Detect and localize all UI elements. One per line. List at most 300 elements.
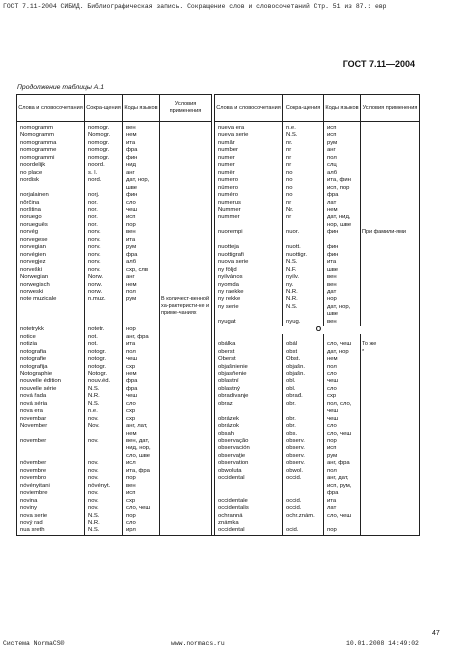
word-cell-right: nuotteja: [215, 244, 283, 251]
usage-condition-cell-right: [361, 289, 420, 296]
table-row: [17, 155, 420, 162]
language-code-cell: нем: [123, 371, 160, 378]
language-code-cell: шве: [123, 185, 160, 192]
word-cell-right: numer: [215, 162, 283, 169]
abbreviation-cell: N.R.: [85, 520, 123, 527]
word-cell-right: number: [215, 147, 283, 154]
language-code-cell-right: пол: [324, 155, 361, 162]
abbreviation-cell: nov.: [85, 505, 123, 512]
language-code-cell: фин: [123, 155, 160, 162]
table-row: [17, 378, 420, 385]
table-row: [17, 356, 420, 363]
word-cell-right: ny följd: [215, 267, 283, 274]
usage-condition-cell: [160, 132, 212, 139]
abbreviation-cell-right: Nr.: [283, 207, 324, 214]
abbreviation-cell: n.muz.: [85, 296, 123, 303]
word-cell-right: [215, 408, 283, 415]
word-cell: [17, 304, 85, 311]
usage-condition-cell-right: [361, 453, 420, 460]
word-cell: nová séria: [17, 401, 85, 408]
usage-condition-cell-right: [361, 140, 420, 147]
word-cell-right: nuova serie: [215, 259, 283, 266]
language-code-cell-right: [324, 520, 361, 527]
usage-condition-cell: [160, 349, 212, 356]
language-code-cell: ита: [123, 140, 160, 147]
abbreviation-cell-right: obr.: [283, 423, 324, 430]
language-code-cell-right: фин: [324, 244, 361, 251]
abbreviation-cell-right: nr: [283, 155, 324, 162]
usage-condition-cell: [160, 527, 212, 535]
usage-condition-cell-right: [361, 170, 420, 177]
language-code-cell: анг: [123, 274, 160, 281]
abbreviation-cell-right: nuott.: [283, 244, 324, 251]
language-code-cell: исл: [123, 460, 160, 467]
table-row: [17, 311, 420, 318]
language-code-cell-right: анг, фра: [324, 460, 361, 467]
usage-condition-cell: [160, 371, 212, 378]
word-cell: noviembre: [17, 490, 85, 497]
table-row: [17, 170, 420, 177]
usage-condition-cell: [160, 192, 212, 199]
word-cell: [17, 185, 85, 192]
abbreviation-cell: Norw.: [85, 274, 123, 281]
header-words-right: Слова и словосочетания: [215, 95, 283, 122]
word-cell-right: obrázek: [215, 416, 283, 423]
table-row: [17, 296, 420, 303]
usage-condition-cell: [160, 170, 212, 177]
abbreviation-cell-right: Obst.: [283, 356, 324, 363]
word-cell-right: nyugat: [215, 319, 283, 326]
language-code-cell-right: фра: [324, 490, 361, 497]
table-row: [17, 334, 420, 341]
language-code-cell: ита, фра: [123, 468, 160, 475]
abbreviation-cell: Notogr.: [85, 371, 123, 378]
abbreviation-cell-right: nr.: [283, 140, 324, 147]
usage-condition-cell-right: [361, 200, 420, 207]
table-row: [17, 304, 420, 311]
word-cell: noviny: [17, 505, 85, 512]
usage-condition-cell: [160, 185, 212, 192]
language-code-cell-right: алб: [324, 170, 361, 177]
abbreviation-cell: N.S.: [85, 386, 123, 393]
abbreviation-cell: norv.: [85, 229, 123, 236]
abbreviation-cell: notogr.: [85, 364, 123, 371]
usage-condition-cell-right: [361, 378, 420, 385]
usage-condition-cell-right: [361, 386, 420, 393]
usage-condition-cell: [160, 177, 212, 184]
word-cell-right: obwoluta: [215, 468, 283, 475]
word-cell-right: Nummer: [215, 207, 283, 214]
usage-condition-cell: [160, 244, 212, 251]
word-cell: [17, 319, 85, 326]
language-code-cell-right: лат: [324, 200, 361, 207]
word-cell-right: ochranná: [215, 513, 283, 520]
usage-condition-cell-right: [361, 468, 420, 475]
language-code-cell-right: исп, рум,: [324, 483, 361, 490]
language-code-cell-right: схр: [324, 393, 361, 400]
table-row: [17, 460, 420, 467]
usage-condition-cell: [160, 460, 212, 467]
abbreviation-cell: [85, 431, 123, 438]
abbreviation-cell-right: no: [283, 170, 324, 177]
language-code-cell: ита: [123, 237, 160, 244]
abbreviation-cell: nov.: [85, 438, 123, 445]
table-row: [17, 393, 420, 400]
abbreviation-cell: [85, 453, 123, 460]
abbreviation-cell: norw.: [85, 289, 123, 296]
language-code-cell: пол: [123, 349, 160, 356]
abbreviation-cell-right: obr.: [283, 416, 324, 423]
word-cell-right: ny serie: [215, 304, 283, 311]
usage-condition-cell-right: [361, 214, 420, 221]
abbreviation-cell: norv.: [85, 252, 123, 259]
abbreviation-cell-right: occid.: [283, 505, 324, 512]
usage-condition-cell-right: [361, 177, 420, 184]
abbreviation-cell-right: obwol.: [283, 468, 324, 475]
word-cell: nová řada: [17, 393, 85, 400]
language-code-cell-right: чеш: [324, 408, 361, 415]
usage-condition-cell-right: [361, 520, 420, 527]
abbreviation-cell: norw.: [85, 282, 123, 289]
language-code-cell: фра: [123, 378, 160, 385]
table-row: [17, 416, 420, 423]
usage-condition-cell: [160, 364, 212, 371]
word-cell-right: objasňenie: [215, 371, 283, 378]
table-row: [17, 237, 420, 244]
abbreviation-cell-right: [283, 237, 324, 244]
table-row: [17, 386, 420, 393]
usage-condition-cell-right: [361, 334, 420, 341]
usage-condition-cell-right: [361, 460, 420, 467]
table-row: [17, 371, 420, 378]
abbreviation-cell: not.: [85, 334, 123, 341]
word-cell-right: oblastný: [215, 386, 283, 393]
usage-condition-cell: [160, 378, 212, 385]
usage-condition-cell-right: [361, 438, 420, 445]
word-cell: norvegese: [17, 237, 85, 244]
table-row: [17, 475, 420, 482]
abbreviation-cell-right: N.F.: [283, 267, 324, 274]
language-code-cell: фра: [123, 147, 160, 154]
usage-condition-cell: [160, 289, 212, 296]
usage-condition-cell: [160, 386, 212, 393]
abbreviation-cell-right: no: [283, 177, 324, 184]
language-code-cell-right: шве: [324, 267, 361, 274]
usage-condition-cell: [160, 408, 212, 415]
abbreviation-cell-right: [283, 520, 324, 527]
abbreviation-cell-right: N.S.: [283, 132, 324, 139]
table-continuation-caption: Продолжение таблицы А.1: [17, 84, 104, 91]
usage-condition-cell-right: [361, 122, 420, 133]
language-code-cell: чеш: [123, 393, 160, 400]
word-cell: nova serie: [17, 513, 85, 520]
abbreviation-cell: norv.: [85, 267, 123, 274]
usage-condition-cell: [160, 356, 212, 363]
usage-condition-cell-right: [361, 244, 420, 251]
word-cell-right: obálka: [215, 341, 283, 348]
language-code-cell-right: чеш: [324, 378, 361, 385]
usage-condition-cell: [160, 401, 212, 408]
header-language-codes-right: Коды языков: [324, 95, 361, 122]
abbreviation-cell-right: [283, 311, 324, 318]
section-letter: O: [215, 326, 420, 333]
abbreviation-cell-right: [283, 334, 324, 341]
language-code-cell: ита: [123, 341, 160, 348]
word-cell: norština: [17, 207, 85, 214]
language-code-cell-right: пор: [324, 438, 361, 445]
language-code-cell-right: нем: [324, 207, 361, 214]
usage-condition-cell-right: [361, 371, 420, 378]
word-cell-right: número: [215, 185, 283, 192]
usage-condition-cell: [160, 267, 212, 274]
abbreviation-cell: notetr.: [85, 326, 123, 333]
abbreviation-cell-right: ocid.: [283, 527, 324, 535]
usage-condition-cell-right: [361, 498, 420, 505]
usage-note-cell: В количест-венной ха-рактеристи-ке и приме-чаниях: [160, 296, 212, 326]
language-code-cell: исп: [123, 214, 160, 221]
abbreviation-cell: nouv.éd.: [85, 378, 123, 385]
table-row: [17, 423, 420, 430]
word-cell: notografia: [17, 349, 85, 356]
word-cell: nua sreth: [17, 527, 85, 535]
abbreviation-cell-right: nuottigr.: [283, 252, 324, 259]
abbreviation-cell: notogr.: [85, 349, 123, 356]
table-row: [17, 364, 420, 371]
table-row: [17, 401, 420, 408]
table-row: [17, 445, 420, 452]
word-cell: novembre: [17, 468, 85, 475]
usage-condition-cell-right: [361, 431, 420, 438]
language-code-cell-right: вен: [324, 274, 361, 281]
abbreviation-cell: s. l.: [85, 170, 123, 177]
language-code-cell: дат, нор,: [123, 177, 160, 184]
abbreviation-cell: nov.: [85, 475, 123, 482]
footer-website: www.normacs.ru: [171, 640, 225, 647]
word-cell: novembro: [17, 475, 85, 482]
abbreviation-cell-right: nr: [283, 214, 324, 221]
language-code-cell: нид: [123, 162, 160, 169]
word-cell: [17, 311, 85, 318]
abbreviation-cell: [85, 185, 123, 192]
word-cell-right: obrázok: [215, 423, 283, 430]
abbreviation-cell-right: obál: [283, 341, 324, 348]
word-cell-right: [215, 490, 283, 497]
abbreviation-cell: notogr.: [85, 356, 123, 363]
abbreviation-cell: norv.: [85, 259, 123, 266]
language-code-cell: схр: [123, 408, 160, 415]
word-cell-right: nyilvános: [215, 274, 283, 281]
usage-condition-cell: [160, 468, 212, 475]
usage-condition-cell: [160, 416, 212, 423]
usage-condition-cell-right: [361, 505, 420, 512]
table-row: [17, 289, 420, 296]
table-row: [17, 214, 420, 221]
language-code-cell: сло: [123, 520, 160, 527]
usage-condition-cell: [160, 453, 212, 460]
abbreviation-cell: nomogr.: [85, 155, 123, 162]
abbreviation-cell: nomogr.: [85, 147, 123, 154]
table-row: [17, 132, 420, 139]
word-cell-right: nummer: [215, 214, 283, 221]
word-cell-right: známka: [215, 520, 283, 527]
usage-condition-cell-right: [361, 222, 420, 229]
abbreviation-cell: nov.: [85, 468, 123, 475]
table-row: [17, 490, 420, 497]
abbreviation-cell-right: observ.: [283, 460, 324, 467]
abbreviation-cell-right: nr: [283, 162, 324, 169]
word-cell-right: oblastní: [215, 378, 283, 385]
usage-condition-cell: [160, 498, 212, 505]
table-row: [17, 259, 420, 266]
table-row: [17, 244, 420, 251]
language-code-cell: пор: [123, 475, 160, 482]
word-cell: noruego: [17, 214, 85, 221]
abbreviation-cell-right: obr.: [283, 401, 324, 408]
language-code-cell-right: дат, нид,: [324, 214, 361, 221]
abbreviation-cell-right: observ.: [283, 445, 324, 452]
usage-condition-cell-right: [361, 304, 420, 311]
language-code-cell: пол: [123, 289, 160, 296]
usage-condition-cell-right: [361, 393, 420, 400]
word-cell-right: obsah: [215, 431, 283, 438]
footer-timestamp: 10.01.2008 14:49:02: [346, 640, 419, 647]
abbreviation-cell: norv.: [85, 244, 123, 251]
abbreviation-cell: nov.: [85, 498, 123, 505]
abbreviations-table: [16, 94, 420, 536]
language-code-cell-right: анг, дат,: [324, 475, 361, 482]
language-code-cell-right: ита, фин: [324, 177, 361, 184]
header-language-codes: Коды языков: [123, 95, 160, 122]
usage-condition-cell-right: [361, 132, 420, 139]
abbreviation-cell-right: observ.: [283, 438, 324, 445]
word-cell: November: [17, 423, 85, 430]
language-code-cell-right: пол, сло,: [324, 401, 361, 408]
abbreviation-cell: norv.: [85, 237, 123, 244]
table-row: [17, 520, 420, 527]
usage-condition-cell: [160, 140, 212, 147]
usage-note-cell-right: При фамили-ями: [361, 229, 420, 244]
language-code-cell: пор: [123, 222, 160, 229]
usage-condition-cell: [160, 334, 212, 341]
usage-condition-cell: [160, 274, 212, 281]
word-cell-right: oberst: [215, 349, 283, 356]
abbreviation-cell-right: ny.: [283, 282, 324, 289]
table-row: [17, 140, 420, 147]
word-cell: nova era: [17, 408, 85, 415]
abbreviation-cell: n.e.: [85, 408, 123, 415]
word-cell-right: observaţie: [215, 453, 283, 460]
abbreviation-cell: Nomogr.: [85, 132, 123, 139]
usage-condition-cell: [160, 393, 212, 400]
language-code-cell-right: рум: [324, 140, 361, 147]
abbreviation-cell: [85, 319, 123, 326]
language-code-cell-right: фра: [324, 192, 361, 199]
word-cell-right: numër: [215, 170, 283, 177]
language-code-cell-right: рум: [324, 453, 361, 460]
table-row: [17, 267, 420, 274]
word-cell: nordisk: [17, 177, 85, 184]
language-code-cell: [123, 304, 160, 311]
abbreviation-cell: norj.: [85, 192, 123, 199]
abbreviation-cell-right: ochr.znám.: [283, 513, 324, 520]
language-code-cell-right: вен: [324, 319, 361, 326]
word-cell: notice: [17, 334, 85, 341]
word-cell-right: ny raekke: [215, 289, 283, 296]
usage-condition-cell: [160, 431, 212, 438]
word-cell: Norwegian: [17, 274, 85, 281]
header-words: Слова и словосочетания: [17, 95, 85, 122]
usage-condition-cell-right: [361, 401, 420, 408]
abbreviation-cell: nov.: [85, 460, 123, 467]
usage-condition-cell-right: [361, 513, 420, 520]
abbreviation-cell-right: nuor.: [283, 229, 324, 236]
word-cell-right: ny rekke: [215, 296, 283, 303]
table-row: [17, 498, 420, 505]
usage-condition-cell-right: [361, 319, 420, 326]
abbreviation-cell-right: objašn.: [283, 364, 324, 371]
document-source-header: ГОСТ 7.11-2004 СИБИД. Библиографическая запись. Сокращение слов и словосочетаний Стр. 51 из 87.: евр: [3, 3, 387, 10]
abbreviation-cell-right: observ.: [283, 453, 324, 460]
usage-condition-cell: [160, 490, 212, 497]
usage-condition-cell-right: [361, 490, 420, 497]
usage-condition-cell: [160, 122, 212, 133]
word-cell-right: observação: [215, 438, 283, 445]
abbreviation-cell: [85, 445, 123, 452]
usage-condition-cell: [160, 326, 212, 333]
word-cell: nŏrčina: [17, 200, 85, 207]
word-cell-right: nyomda: [215, 282, 283, 289]
language-code-cell-right: ита: [324, 259, 361, 266]
abbreviation-cell-right: objašn.: [283, 371, 324, 378]
usage-condition-cell-right: [361, 445, 420, 452]
usage-condition-cell: [160, 207, 212, 214]
word-cell: notografija: [17, 364, 85, 371]
abbreviation-cell: not.: [85, 341, 123, 348]
language-code-cell-right: дат, нор: [324, 349, 361, 356]
word-cell-right: obraz: [215, 401, 283, 408]
language-code-cell: сло: [123, 200, 160, 207]
table-row: [17, 177, 420, 184]
language-code-cell-right: шве: [324, 311, 361, 318]
word-cell: nomogramm: [17, 122, 85, 133]
word-cell-right: număr: [215, 140, 283, 147]
language-code-cell-right: нем: [324, 356, 361, 363]
footer: [3, 638, 456, 649]
language-code-cell: ирл: [123, 527, 160, 535]
table-row: [17, 349, 420, 356]
language-code-cell: чеш: [123, 207, 160, 214]
language-code-cell: нем: [123, 282, 160, 289]
language-code-cell: схр: [123, 364, 160, 371]
usage-condition-cell-right: [361, 207, 420, 214]
table-header-row: [17, 95, 420, 122]
abbreviation-cell: N.Ř.: [85, 393, 123, 400]
abbreviation-cell-right: [283, 490, 324, 497]
abbreviation-cell: Nov.: [85, 423, 123, 430]
usage-condition-cell-right: [361, 162, 420, 169]
abbreviation-cell: N.S.: [85, 527, 123, 535]
language-code-cell-right: исп: [324, 445, 361, 452]
abbreviation-cell: nor.: [85, 200, 123, 207]
abbreviation-cell-right: N.S.: [283, 259, 324, 266]
word-cell-right: occidentale: [215, 498, 283, 505]
language-code-cell: сло, чеш: [123, 505, 160, 512]
language-code-cell: рум: [123, 244, 160, 251]
language-code-cell-right: чеш: [324, 416, 361, 423]
table-row: [17, 326, 420, 333]
abbreviation-cell: [85, 304, 123, 311]
usage-condition-cell: [160, 237, 212, 244]
